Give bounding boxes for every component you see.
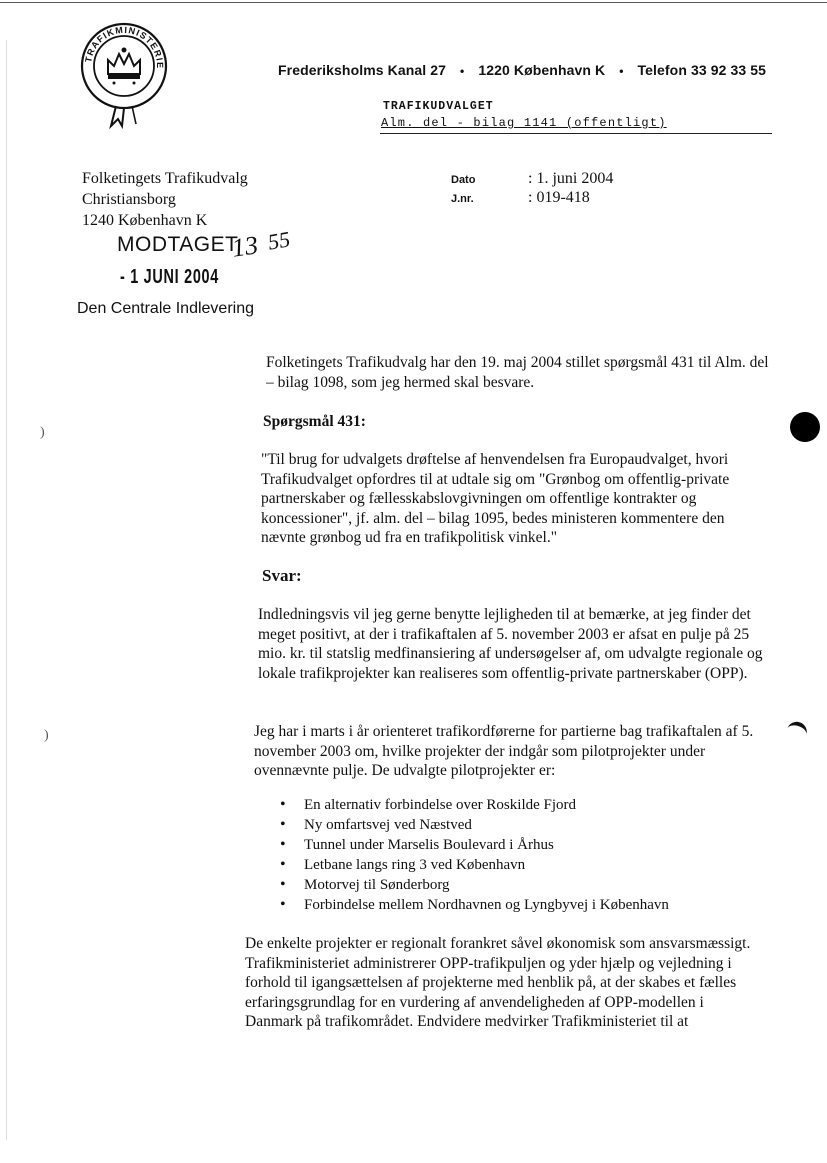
list-item: • En alternativ forbindelse over Roskilde Fjord [280, 795, 760, 815]
committee-stamp-title: TRAFIKUDVALGET [383, 100, 494, 113]
recipient-line: Folketingets Trafikudvalg [82, 170, 248, 187]
answer-heading: Svar: [262, 566, 302, 585]
received-stamp-title: MODTAGET [117, 233, 239, 256]
recipient-line: 1240 København K [82, 212, 208, 229]
received-stamp-date: - 1 JUNI 2004 [120, 266, 220, 288]
answer-paragraph-1: Indledningsvis vil jeg gerne benytte lejligheden til at bemærke, at jeg finder det meget positivt, at der i trafikaftalen af 5. november 2003 er afsat en pulje på 25 mio. kr. til statslig medfinansiering af undersøgelser af, om udvalgte regionale og lokale trafikprojekter kan realiseres som offentlig-private partnerskaber (OPP). [258, 606, 763, 682]
list-item: • Ny omfartsvej ved Næstved [280, 815, 760, 835]
svg-text:TRAFIKMINISTERIET: TRAFIKMINISTERIE [83, 24, 166, 70]
letterhead-separator: • [619, 64, 624, 78]
jnr-label: J.nr. [451, 193, 474, 205]
committee-stamp-reference: Alm. del - bilag 1141 (offentligt) [381, 116, 667, 130]
list-item: • Forbindelse mellem Nordhavnen og Lyngbyvej i København [280, 895, 760, 915]
scan-mark: ) [44, 728, 49, 743]
crown-seal-icon [78, 20, 170, 130]
list-item: • Motorvej til Sønderborg [280, 875, 760, 895]
punch-hole [790, 412, 820, 442]
scan-left-edge [6, 40, 7, 1140]
scan-mark: ) [40, 425, 45, 440]
letterhead-postal: 1220 København K [478, 62, 606, 78]
letterhead-separator: • [460, 64, 465, 78]
question-heading: Spørgsmål 431: [263, 413, 366, 430]
intro-paragraph: Folketingets Trafikudvalg har den 19. maj 2004 stillet spørgsmål 431 til Alm. del – bilag 1098, som jeg hermed skal besvare. [266, 354, 769, 391]
date-value: : 1. juni 2004 [528, 170, 614, 187]
jnr-value: : 019-418 [528, 189, 590, 206]
pilot-project-list [280, 795, 760, 915]
letterhead-contact-line [278, 62, 766, 78]
list-item: • Tunnel under Marselis Boulevard i Århus [280, 835, 760, 855]
handwritten-number: 13 [230, 230, 260, 263]
question-text: "Til brug for udvalgets drøftelse af henvendelsen fra Europaudvalget, hvori Trafikudvalget opfordres til at udtale sig om "Grønbog om offentlig-private partnerskaber og fællesskabslovgivningen om offentlige kontrakter og koncessioner", jf. alm. del – bilag 1095, bedes ministeren kommentere den nævnte grønbog ud fra en trafikpolitisk vinkel." [261, 451, 730, 546]
recipient-line: Christiansborg [82, 191, 176, 208]
list-item: • Letbane langs ring 3 ved København [280, 855, 760, 875]
handwritten-number: 55 [265, 226, 292, 255]
letterhead-address: Frederiksholms Kanal 27 [278, 62, 447, 78]
answer-paragraph-2: Jeg har i marts i år orienteret trafikordførerne for partierne bag trafikaftalen af 5. november 2003 om, hvilke projekter der indgår som pilotprojekter under ovennævnte pulje. De udvalgte pilotprojekter er: [254, 723, 754, 779]
recipient-address [82, 168, 248, 231]
ministry-seal-logo [78, 20, 170, 130]
scan-top-line [0, 2, 827, 3]
received-stamp-desk: Den Centrale Indlevering [77, 300, 254, 317]
stamp-underline [380, 133, 772, 134]
answer-paragraph-3: De enkelte projekter er regionalt forankret såvel økonomisk som ansvarsmæssigt. Trafikministeriet administrerer OPP-trafikpuljen og yder hjælp og vejledning i forhold til igangsættelsen af projekterne med henblik på, at der skabes et fælles erfaringsgrundlag for en vurdering af anvendeligheden af OPP-modellen i Danmark på trafikområdet. Endvidere medvirker Trafikministeriet til at [245, 935, 751, 1030]
date-label: Dato [451, 174, 476, 186]
letterhead-phone: Telefon 33 92 33 55 [637, 62, 767, 78]
scan-mark [787, 719, 810, 737]
